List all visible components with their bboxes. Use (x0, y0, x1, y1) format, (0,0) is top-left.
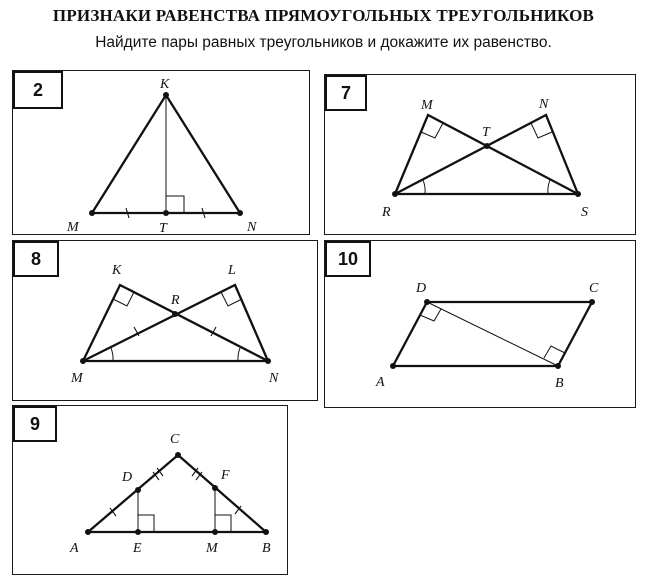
point-dot (589, 299, 595, 305)
vertex-label-k: K (160, 77, 170, 92)
point-dot (163, 92, 169, 98)
point-dot (89, 210, 95, 216)
task-10-figure (325, 241, 637, 409)
task-2-number: 2 (13, 71, 63, 109)
task-9-figure (13, 406, 289, 576)
vertex-label-d: D (416, 281, 427, 296)
vertex-label-k: K (112, 263, 122, 278)
task-7-number: 7 (325, 75, 367, 111)
task-8-figure (13, 241, 319, 402)
point-dot (484, 143, 490, 149)
task-8-number: 8 (13, 241, 59, 277)
task-7-panel (324, 74, 636, 235)
vertex-label-m: M (206, 541, 218, 556)
angle-arc (548, 180, 550, 194)
diagonal-db (427, 302, 558, 366)
right-angle-mark (531, 123, 552, 138)
point-dot (135, 529, 141, 535)
vertex-label-e: E (133, 541, 142, 556)
page-instructions: Найдите пары равных треугольников и докажите их равенство. (95, 34, 552, 51)
vertex-label-t: T (159, 221, 167, 236)
vertex-label-n: N (247, 220, 257, 235)
point-dot (263, 529, 269, 535)
point-dot (555, 363, 561, 369)
angle-arc (111, 348, 113, 361)
vertex-label-c: C (170, 432, 180, 447)
point-dot (575, 191, 581, 197)
point-dot (212, 529, 218, 535)
point-dot (212, 485, 218, 491)
vertex-label-n: N (539, 97, 549, 112)
vertex-label-m: M (421, 98, 433, 113)
vertex-label-m: M (67, 220, 79, 235)
task-8-panel (12, 240, 318, 401)
point-dot (390, 363, 396, 369)
point-dot (163, 210, 169, 216)
vertex-label-c: C (589, 281, 599, 296)
point-dot (392, 191, 398, 197)
task-7-figure (325, 75, 637, 236)
triangle-acb (88, 455, 266, 532)
vertex-label-m: M (71, 371, 83, 386)
point-dot (80, 358, 86, 364)
vertex-label-l: L (228, 263, 236, 278)
vertex-label-b: B (262, 541, 271, 556)
vertex-label-d: D (122, 470, 133, 485)
task-9-panel (12, 405, 288, 575)
task-2-panel (12, 70, 310, 235)
vertex-label-a: A (70, 541, 79, 556)
vertex-label-f: F (221, 468, 230, 483)
point-dot (265, 358, 271, 364)
task-2-figure (13, 71, 311, 236)
task-9-number: 9 (13, 406, 57, 442)
right-angle-mark (166, 196, 184, 213)
right-angle-mark (544, 346, 565, 358)
task-10-number: 10 (325, 241, 371, 277)
right-angle-mark (215, 515, 231, 532)
vertex-label-r: R (171, 293, 180, 308)
angle-arc (423, 180, 425, 194)
point-dot (175, 452, 181, 458)
point-dot (85, 529, 91, 535)
vertex-label-s: S (581, 205, 588, 220)
vertex-label-t: T (482, 125, 490, 140)
point-dot (424, 299, 430, 305)
vertex-label-r: R (382, 205, 391, 220)
task-10-panel (324, 240, 636, 408)
page-title: ПРИЗНАКИ РАВЕНСТВА ПРЯМОУГОЛЬНЫХ ТРЕУГОЛЬНИКОВ (52, 6, 595, 25)
point-dot (237, 210, 243, 216)
vertex-label-a: A (376, 375, 385, 390)
vertex-label-b: B (555, 376, 564, 391)
point-dot (172, 311, 178, 317)
angle-arc (238, 348, 240, 361)
point-dot (135, 487, 141, 493)
vertex-label-n: N (269, 371, 279, 386)
right-angle-mark (138, 515, 154, 532)
